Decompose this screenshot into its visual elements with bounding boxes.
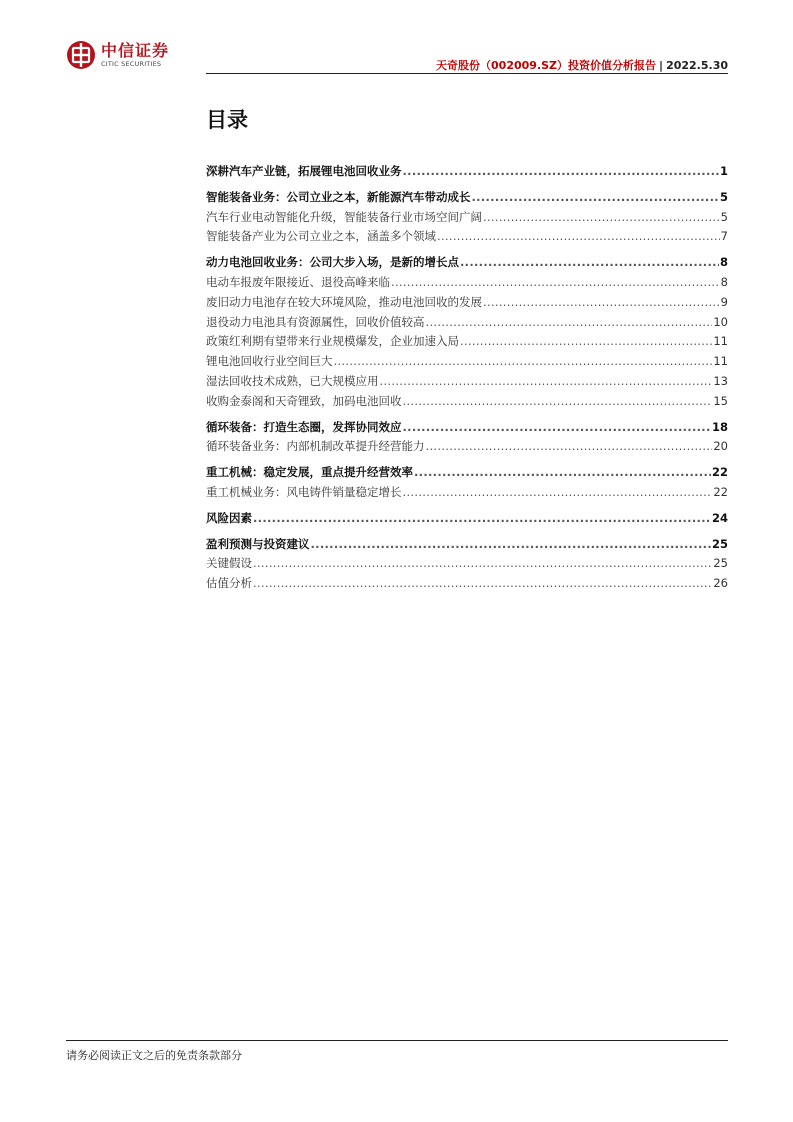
toc-entry-label: 锂电池回收行业空间巨大 — [206, 354, 333, 369]
toc-entry[interactable] — [206, 227, 728, 247]
toc-entry-page: 15 — [713, 393, 728, 408]
toc-entry-page: 10 — [713, 314, 728, 329]
toc-entry-label: 智能装备业务：公司立业之本，新能源汽车带动成长 — [206, 189, 471, 204]
toc-entry[interactable] — [206, 574, 728, 594]
toc-dot-leader — [403, 418, 711, 438]
toc-entry[interactable] — [206, 463, 728, 483]
toc-entry-label: 智能装备产业为公司立业之本，涵盖多个领域 — [206, 229, 436, 244]
citic-logo — [66, 40, 169, 70]
toc-entry[interactable] — [206, 483, 728, 503]
toc-entry-label: 重工机械业务：风电铸件销量稳定增长 — [206, 484, 402, 499]
toc-entry-label: 盈利预测与投资建议 — [206, 536, 310, 551]
toc-entry-page: 26 — [713, 576, 728, 591]
toc-entry-page: 9 — [720, 294, 728, 309]
toc-dot-leader — [253, 554, 712, 574]
toc-entry-label: 循环装备：打造生态圈，发挥协同效应 — [206, 419, 402, 434]
toc-entry[interactable] — [206, 437, 728, 457]
toc-entry[interactable] — [206, 162, 728, 182]
toc-entry-page: 11 — [713, 334, 728, 349]
toc-entry-page: 22 — [713, 484, 728, 499]
toc-entry[interactable] — [206, 188, 728, 208]
toc-dot-leader — [437, 227, 720, 247]
toc-entry-label: 风险因素 — [206, 510, 252, 525]
toc-entry[interactable] — [206, 509, 728, 529]
toc-dot-leader — [403, 162, 719, 182]
toc-entry-label: 关键假设 — [206, 556, 252, 571]
toc-entry[interactable] — [206, 392, 728, 412]
toc-entry[interactable] — [206, 273, 728, 293]
report-header — [436, 57, 728, 73]
toc-dot-leader — [253, 509, 711, 529]
report-date: 2022.5.30 — [666, 59, 728, 72]
toc-dot-leader — [403, 483, 713, 503]
toc-entry-label: 湿法回收技术成熟，已大规模应用 — [206, 373, 379, 388]
toc-entry-page: 22 — [711, 465, 728, 480]
toc-entry[interactable] — [206, 372, 728, 392]
toc-entry[interactable] — [206, 332, 728, 352]
toc-entry-page: 5 — [720, 209, 728, 224]
toc-dot-leader — [483, 208, 720, 228]
toc-entry-page: 25 — [713, 556, 728, 571]
toc-entry-label: 估值分析 — [206, 576, 252, 591]
toc-dot-leader — [253, 574, 712, 594]
toc-entry[interactable] — [206, 313, 728, 333]
toc-entry-page: 13 — [713, 373, 728, 388]
footer-disclaimer: 请务必阅读正文之后的免责条款部分 — [66, 1049, 242, 1062]
toc-dot-leader — [311, 535, 711, 555]
toc-entry[interactable] — [206, 352, 728, 372]
header-divider — [206, 73, 728, 74]
toc-entry-page: 24 — [711, 510, 728, 525]
logo-english-name: CITIC SECURITIES — [101, 59, 162, 68]
toc-dot-leader — [334, 352, 713, 372]
toc-entry-page: 18 — [711, 419, 728, 434]
toc-entry-page: 25 — [711, 536, 728, 551]
toc-entry-page: 20 — [713, 439, 728, 454]
toc-entry-label: 循环装备业务：内部机制改革提升经营能力 — [206, 439, 425, 454]
toc-entry-page: 1 — [719, 164, 728, 178]
toc-entry[interactable] — [206, 208, 728, 228]
toc-entry-label: 电动车报废年限接近、退役高峰来临 — [206, 274, 390, 289]
toc-dot-leader — [460, 253, 719, 273]
toc-entry-label: 重工机械：稳定发展，重点提升经营效率 — [206, 465, 413, 480]
toc-entry-label: 退役动力电池具有资源属性，回收价值较高 — [206, 314, 425, 329]
toc-entry-label: 政策红利期有望带来行业规模爆发，企业加速入局 — [206, 334, 459, 349]
logo-chinese-name: 中信证券 — [101, 40, 170, 60]
toc-dot-leader — [426, 313, 713, 333]
toc-entry[interactable] — [206, 293, 728, 313]
toc-entry-page: 11 — [713, 354, 728, 369]
toc-entry-page: 5 — [719, 189, 728, 204]
toc-entry-label: 深耕汽车产业链，拓展锂电池回收业务 — [206, 164, 402, 178]
citic-emblem-icon — [66, 40, 96, 70]
toc-entry[interactable] — [206, 554, 728, 574]
toc-entry-page: 8 — [719, 255, 728, 270]
toc-dot-leader — [426, 437, 713, 457]
toc-dot-leader — [483, 293, 720, 313]
footer-divider — [66, 1040, 728, 1041]
report-subject: 天奇股份（002009.SZ）投资价值分析报告 — [436, 59, 657, 72]
toc-dot-leader — [403, 392, 713, 412]
table-of-contents — [206, 162, 728, 594]
toc-entry-label: 废旧动力电池存在较大环境风险，推动电池回收的发展 — [206, 294, 482, 309]
toc-entry[interactable] — [206, 535, 728, 555]
toc-entry[interactable] — [206, 418, 728, 438]
toc-entry-page: 7 — [720, 229, 728, 244]
toc-dot-leader — [391, 273, 720, 293]
header-separator: | — [659, 59, 664, 72]
toc-dot-leader — [472, 188, 719, 208]
toc-entry-label: 汽车行业电动智能化升级，智能装备行业市场空间广阔 — [206, 209, 482, 224]
toc-entry[interactable] — [206, 253, 728, 273]
toc-dot-leader — [414, 463, 711, 483]
toc-dot-leader — [380, 372, 713, 392]
toc-entry-label: 收购金泰阁和天奇锂致，加码电池回收 — [206, 393, 402, 408]
toc-entry-page: 8 — [720, 274, 728, 289]
toc-dot-leader — [460, 332, 712, 352]
toc-entry-label: 动力电池回收业务：公司大步入场，是新的增长点 — [206, 255, 459, 270]
toc-title: 目录 — [206, 108, 248, 132]
